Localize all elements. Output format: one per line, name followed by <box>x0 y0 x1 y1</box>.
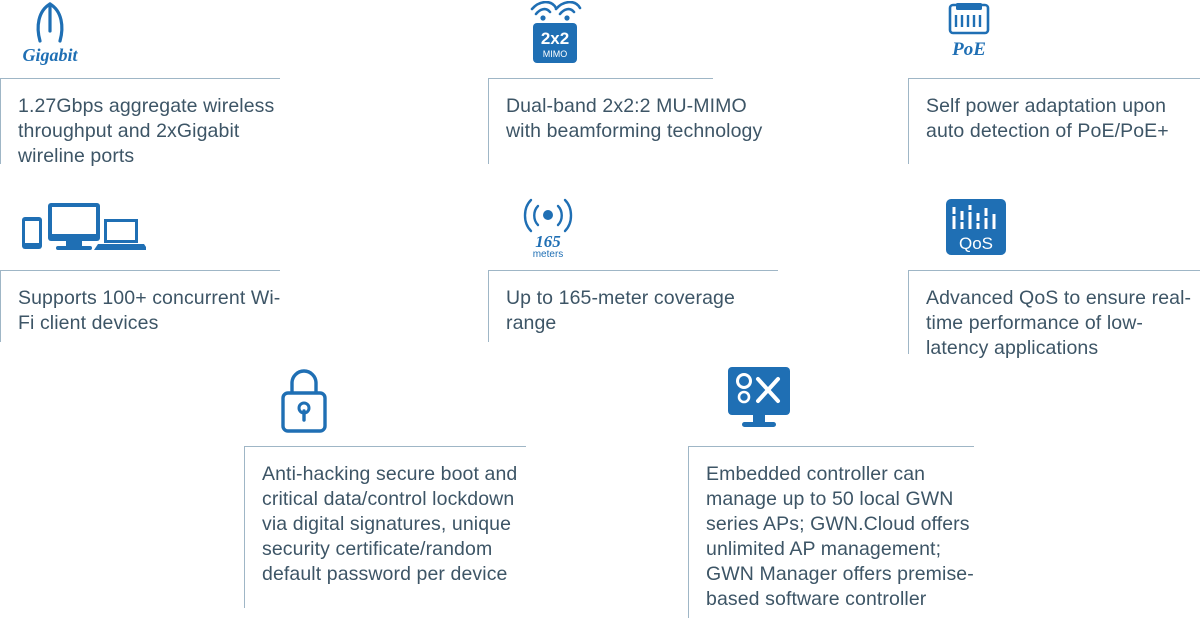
feature-throughput-text: 1.27Gbps aggregate wireless throughput and 2xGigabit wireline ports <box>18 95 275 167</box>
mimo-icon-label-secondary: MIMO <box>542 49 568 59</box>
divider-horizontal <box>688 446 974 447</box>
feature-security <box>244 368 534 587</box>
feature-qos-icon-wrap <box>908 192 1200 264</box>
multi-device-icon <box>10 197 146 264</box>
monitor-tools-icon <box>706 363 802 440</box>
feature-security-icon-wrap <box>244 368 534 440</box>
feature-qos-text: Advanced QoS to ensure real-time performance of low-latency applications <box>926 287 1192 359</box>
feature-qos <box>908 192 1200 361</box>
gigabit-icon-label: Gigabit <box>22 45 78 65</box>
divider-horizontal <box>0 270 280 271</box>
feature-mimo-icon-wrap <box>488 0 778 72</box>
feature-security-divider <box>244 440 534 454</box>
feature-poe-icon-wrap <box>908 0 1200 72</box>
coverage-icon-label-secondary: meters <box>532 249 564 259</box>
feature-coverage <box>488 192 778 336</box>
feature-throughput <box>0 0 290 169</box>
feature-coverage-text: Up to 165-meter coverage range <box>506 287 735 334</box>
feature-clients-text: Supports 100+ concurrent Wi-Fi client devices <box>18 287 281 334</box>
coverage-icon-label-primary: 165 <box>535 232 561 251</box>
signal-range-icon <box>506 197 590 264</box>
feature-poe-text: Self power adaptation upon auto detection of PoE/PoE+ <box>926 95 1169 142</box>
divider-horizontal <box>0 78 280 79</box>
feature-mimo <box>488 0 778 144</box>
feature-controller <box>688 368 988 612</box>
divider-horizontal <box>908 270 1200 271</box>
feature-poe <box>908 0 1200 144</box>
feature-controller-text: Embedded controller can manage up to 50 local GWN series APs; GWN.Cloud offers unlimited AP management; GWN Manager offers premise-based software controller <box>706 463 974 610</box>
feature-controller-divider <box>688 440 988 454</box>
feature-mimo-divider <box>488 72 778 86</box>
divider-horizontal <box>488 270 778 271</box>
feature-clients-icon-wrap <box>0 192 290 264</box>
feature-clients <box>0 192 290 336</box>
divider-horizontal <box>908 78 1200 79</box>
padlock-icon <box>262 363 342 440</box>
mimo-icon-label-primary: 2x2 <box>540 29 570 48</box>
feature-clients-divider <box>0 264 290 278</box>
feature-controller-icon-wrap <box>688 368 988 440</box>
poe-port-icon <box>926 1 1002 72</box>
feature-throughput-icon-wrap <box>0 0 290 72</box>
gigabit-antenna-icon <box>10 1 90 72</box>
poe-icon-label: PoE <box>952 39 986 60</box>
divider-horizontal <box>488 78 713 79</box>
divider-horizontal <box>244 446 526 447</box>
feature-poe-divider <box>908 72 1200 86</box>
qos-equalizer-icon <box>926 197 1006 264</box>
feature-coverage-divider <box>488 264 778 278</box>
feature-security-text: Anti-hacking secure boot and critical data/control lockdown via digital signatures, unique security certificate/random default password per device <box>262 463 518 585</box>
feature-coverage-icon-wrap <box>488 192 778 264</box>
feature-mimo-text: Dual-band 2x2:2 MU-MIMO with beamforming technology <box>506 95 763 142</box>
feature-qos-divider <box>908 264 1200 278</box>
qos-icon-label: QoS <box>958 234 994 253</box>
wifi-2x2-mimo-icon <box>506 1 590 72</box>
feature-throughput-divider <box>0 72 290 86</box>
